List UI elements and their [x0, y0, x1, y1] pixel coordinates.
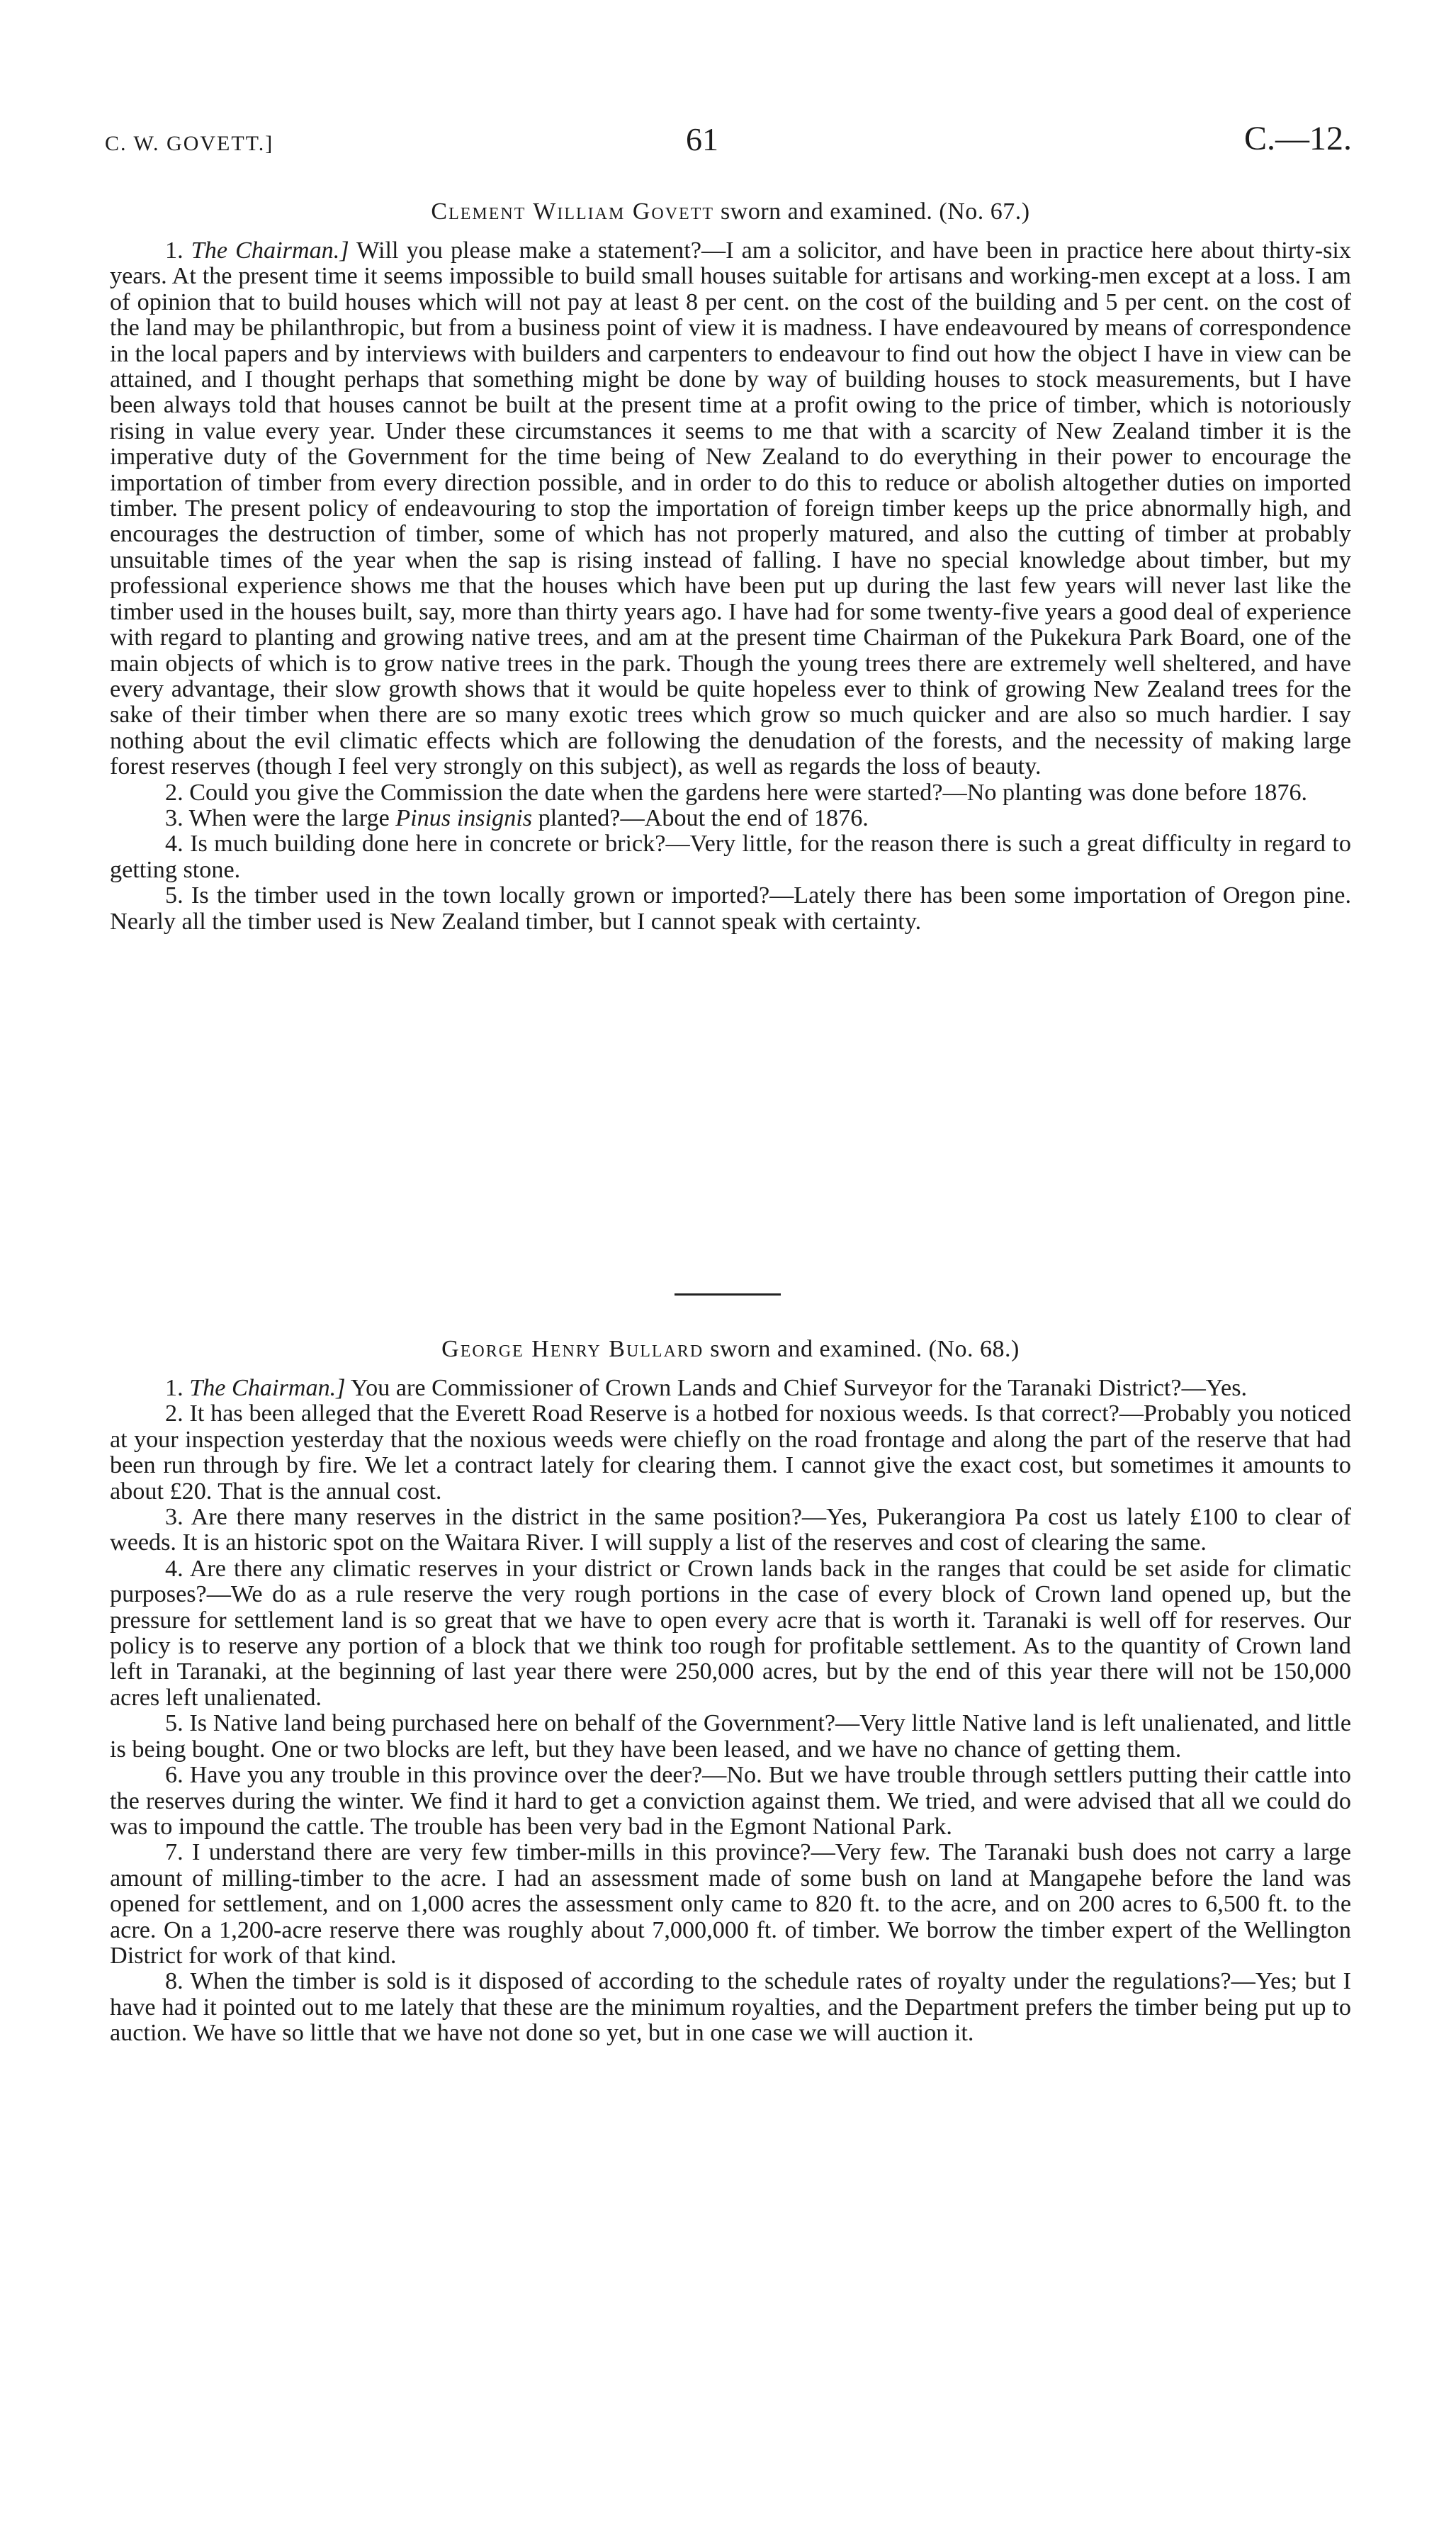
section-heading — [110, 1336, 1351, 1363]
question-text: Is the timber used in the town locally grown or imported?—Lately there has been some importation of Oregon pine. Nearly all the timber used is New Zealand timber, but I cannot speak with certainty. — [110, 882, 1351, 935]
section-heading — [110, 198, 1351, 225]
section-divider — [675, 1293, 781, 1296]
question-paragraph — [110, 1711, 1351, 1763]
question-number: 7. — [165, 1839, 184, 1866]
question-text: planted?—About the end of 1876. — [538, 804, 869, 831]
question-number: 1. — [165, 1375, 184, 1401]
question-paragraph — [110, 1969, 1351, 2046]
question-paragraph — [110, 1401, 1351, 1505]
header-witness-label: C. W. GOVETT.] — [105, 132, 274, 155]
question-paragraph — [110, 883, 1351, 935]
testimony-bullard — [110, 1336, 1351, 2047]
question-text: Could you give the Commission the date when the gardens here were started?—No planting was done before 1876. — [189, 779, 1308, 806]
question-number: 8. — [165, 1968, 184, 1995]
speaker-label: The Chairman.] — [191, 237, 349, 264]
question-paragraph — [110, 1376, 1351, 1401]
question-number: 4. — [165, 831, 184, 858]
page-number: 61 — [686, 121, 718, 157]
question-text: When the timber is sold is it disposed of according to the schedule rates of royalty under the regulations?—Yes; but I have had it pointed out to me lately that these are the minimum royalties, and the Department prefers the timber being put up to auction. We have so little that we have not done so yet, but in one case we will auction it. — [110, 1968, 1351, 2047]
question-paragraph — [110, 1763, 1351, 1840]
question-number: 5. — [165, 1710, 184, 1737]
question-number: 1. — [165, 237, 184, 264]
page-header — [105, 119, 1352, 169]
question-text: Are there many reserves in the district in the same position?—Yes, Pukerangiora Pa cost us lately £100 to clear of weeds. It is an historic spot on the Waitara River. I will supply a list of the reserves and cost of clearing the same. — [110, 1504, 1351, 1556]
question-paragraph — [110, 1505, 1351, 1556]
question-text: Is much building done here in concrete or brick?—Very little, for the reason there is such a great difficulty in regard to getting stone. — [110, 831, 1352, 883]
witness-name: George Henry Bullard — [441, 1336, 704, 1362]
question-number: 2. — [165, 1400, 184, 1427]
question-text-pre: When were the large — [188, 804, 390, 831]
question-paragraph — [110, 238, 1351, 780]
testimony-govett — [110, 198, 1351, 935]
document-reference: C.—12. — [1243, 120, 1352, 157]
heading-rest: sworn and examined. (No. 68.) — [710, 1336, 1020, 1362]
speaker-label: The Chairman.] — [189, 1375, 346, 1401]
question-paragraph — [110, 1556, 1351, 1711]
witness-name: Clement William Govett — [431, 198, 715, 225]
heading-rest: sworn and examined. (No. 67.) — [721, 198, 1030, 225]
question-text: I understand there are very few timber-mills in this province?—Very few. The Taranaki bush does not carry a large amount of milling-timber to the acre. I had an assessment made of some bush on land at Mangapehe before the land was opened for settlement, and on 1,000 acres the assessment only came to 820 ft. to the acre, and on 200 acres to 6,500 ft. to the acre. On a 1,200-acre reserve there was roughly about 7,000,000 ft. of timber. We borrow the timber expert of the Wellington District for work of that kind. — [110, 1839, 1351, 1969]
question-number: 5. — [165, 882, 184, 909]
question-number: 3. — [165, 804, 184, 831]
question-number: 4. — [165, 1555, 184, 1582]
species-name: Pinus insignis — [395, 804, 533, 831]
question-text: You are Commissioner of Crown Lands and Chief Surveyor for the Taranaki District?—Yes. — [350, 1375, 1248, 1401]
question-paragraph — [110, 831, 1351, 883]
question-text: Is Native land being purchased here on behalf of the Government?—Very little Native land is left unalienated, and little is being bought. One or two blocks are left, but they have been leased, and we have no chance of getting them. — [110, 1710, 1351, 1763]
question-paragraph — [110, 806, 1351, 831]
question-text: Will you please make a statement?—I am a solicitor, and have been in practice here about thirty-six years. At the present time it seems impossible to build small houses suitable for artisans and working-men except at a loss. I am of opinion that to build houses which will not pay at least 8 per cent. on the cost of the building and 5 per cent. on the cost of the land may be philanthropic, but from a business point of view it is madness. I have endeavoured by means of correspondence in the local papers and by interviews with builders and carpenters to endeavour to find out how the object I have in view can be attained, and I thought perhaps that something might be done by way of building houses to stock measurements, but I have been always told that houses cannot be built at the present time at a profit owing to the price of timber, which is notoriously rising in value every year. Under these circumstances it seems to me that with a scarcity of New Zealand timber it is the imperative duty of the Government for the time being of New Zealand to do everything in their power to encourage the importation of timber from every direction possible, and in order to do this to reduce or abolish altogether duties on imported timber. The present policy of endeavouring to stop the importation of foreign timber keeps up the price abnormally high, and encourages the destruction of timber, some of which has not properly matured, and also the cutting of timber at probably unsuitable times of the year when the sap is rising instead of falling. I have no special knowledge about timber, but my professional experience shows me that the houses which have been put up during the last few years will never last like the timber used in the houses built, say, more than thirty years ago. I have had for some twenty-five years a good deal of experience with regard to planting and growing native trees, and am at the present time Chairman of the Pukekura Park Board, one of the main objects of which is to grow native trees in the park. Though the young trees there are extremely well sheltered, and have every advantage, their slow growth shows that it would be quite hopeless ever to think of growing New Zealand trees for the sake of their timber when there are so many exotic trees which grow so much quicker and are also so much hardier. I say nothing about the evil climatic effects which are following the denudation of the forests, and the necessity of making large forest reserves (though I feel very strongly on this subject), as well as regards the loss of beauty. — [110, 237, 1351, 780]
question-paragraph — [110, 780, 1351, 806]
question-text: Are there any climatic reserves in your district or Crown lands back in the ranges that could be set aside for climatic purposes?—We do as a rule reserve the very rough portions in the case of every block of Crown land opened up, but the pressure for settlement land is so great that we have to open every acre that is worth it. Taranaki is well off for reserves. Our policy is to reserve any portion of a block that we think too rough for profitable settlement. As to the quantity of Crown land left in Taranaki, at the beginning of last year there were 250,000 acres, but by the end of this year there will not be 150,000 acres left unalienated. — [110, 1555, 1351, 1711]
question-number: 3. — [165, 1504, 184, 1531]
question-text: Have you any trouble in this province over the deer?—No. But we have trouble through settlers putting their cattle into the reserves during the winter. We find it hard to get a conviction against them. We tried, and were advised that all we could do was to impound the cattle. The trouble has been very bad in the Egmont National Park. — [110, 1762, 1352, 1840]
question-paragraph — [110, 1840, 1351, 1969]
question-number: 2. — [165, 779, 184, 806]
question-text: It has been alleged that the Everett Road Reserve is a hotbed for noxious weeds. Is that correct?—Probably you noticed at your inspection yesterday that the noxious weeds were chiefly on the road frontage and along the part of the reserve that had been run through by fire. We let a contract lately for clearing them. I cannot give the exact cost, but sometimes it amounts to about £20. That is the annual cost. — [110, 1400, 1352, 1505]
question-number: 6. — [165, 1762, 184, 1789]
